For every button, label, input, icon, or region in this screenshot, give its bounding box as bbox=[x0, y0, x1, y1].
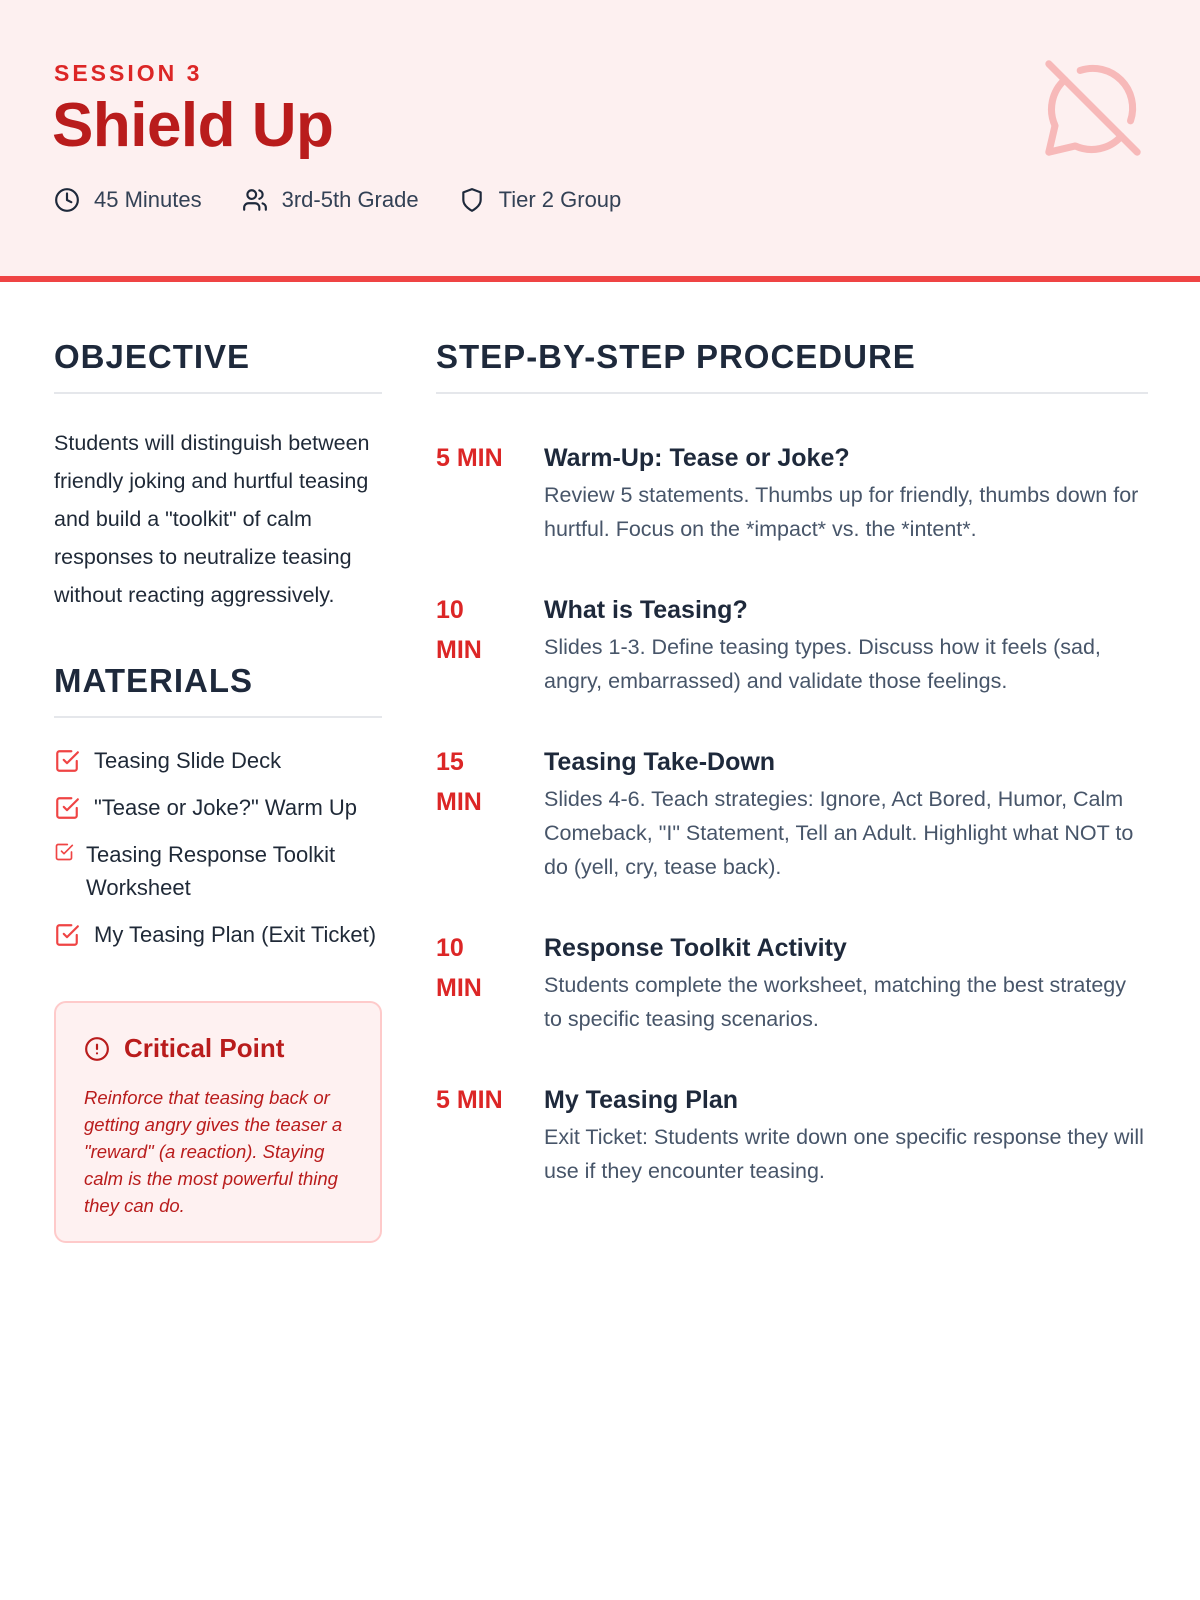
users-icon bbox=[242, 187, 268, 213]
list-item bbox=[54, 918, 382, 951]
procedure-step bbox=[436, 590, 1148, 698]
step-description: Slides 4-6. Teach strategies: Ignore, Act Bored, Humor, Calm Comeback, "I" Statement, Tell an Adult. Highlight what NOT to do (yell, cry, tease back). bbox=[544, 787, 1134, 879]
critical-point-heading bbox=[84, 1033, 354, 1064]
step-title: Teasing Take-Down bbox=[544, 748, 776, 776]
material-label: Teasing Slide Deck bbox=[94, 748, 282, 773]
step-description: Review 5 statements. Thumbs up for friendly, thumbs down for hurtful. Focus on the *impact* vs. the *intent*. bbox=[544, 483, 1139, 541]
step-duration: 10 MIN bbox=[436, 934, 482, 1002]
materials-heading: MATERIALS bbox=[54, 662, 382, 718]
list-item bbox=[54, 744, 382, 777]
shield-icon bbox=[459, 187, 485, 213]
message-off-icon bbox=[1040, 55, 1146, 161]
step-duration: 5 MIN bbox=[436, 444, 503, 472]
procedure-steps bbox=[436, 438, 1148, 1188]
material-label: "Tease or Joke?" Warm Up bbox=[94, 795, 358, 820]
procedure-section bbox=[436, 338, 1148, 1188]
material-label: My Teasing Plan (Exit Ticket) bbox=[94, 922, 377, 947]
step-body bbox=[544, 438, 1148, 546]
step-title: What is Teasing? bbox=[544, 596, 748, 624]
meta-tier bbox=[459, 187, 622, 213]
procedure-heading: STEP-BY-STEP PROCEDURE bbox=[436, 338, 1148, 394]
material-label: Teasing Response Toolkit Worksheet bbox=[86, 842, 336, 900]
critical-point-text: Reinforce that teasing back or getting angry gives the teaser a "reward" (a reaction). Staying calm is the most powerful thing they can do. bbox=[84, 1087, 343, 1216]
session-label: SESSION 3 bbox=[54, 60, 203, 86]
meta-grade-label: 3rd-5th Grade bbox=[281, 187, 419, 212]
list-item bbox=[54, 838, 382, 904]
step-title: Response Toolkit Activity bbox=[544, 934, 847, 962]
clock-icon bbox=[54, 187, 80, 213]
critical-point-title: Critical Point bbox=[124, 1033, 285, 1063]
checkbox-checked-icon bbox=[54, 922, 80, 948]
meta-grade bbox=[242, 187, 419, 213]
list-item bbox=[54, 791, 382, 824]
step-duration: 10 MIN bbox=[436, 596, 482, 664]
step-body bbox=[544, 590, 1148, 698]
step-body bbox=[544, 1080, 1148, 1188]
step-title: My Teasing Plan bbox=[544, 1086, 739, 1114]
checkbox-checked-icon bbox=[54, 795, 80, 821]
step-body bbox=[544, 742, 1148, 884]
meta-tier-label: Tier 2 Group bbox=[498, 187, 622, 212]
procedure-step bbox=[436, 742, 1148, 884]
step-description: Exit Ticket: Students write down one specific response they will use if they encounter teasing. bbox=[544, 1125, 1144, 1183]
checkbox-checked-icon bbox=[54, 748, 80, 774]
objective-text: Students will distinguish between friendly joking and hurtful teasing and build a "toolkit" of calm responses to neutralize teasing without reacting aggressively. bbox=[54, 431, 370, 607]
critical-point-callout bbox=[54, 1001, 382, 1243]
procedure-step bbox=[436, 1080, 1148, 1188]
alert-circle-icon bbox=[84, 1036, 110, 1062]
step-title: Warm-Up: Tease or Joke? bbox=[544, 444, 850, 472]
step-description: Slides 1-3. Define teasing types. Discuss how it feels (sad, angry, embarrassed) and validate those feelings. bbox=[544, 635, 1101, 693]
objective-heading: OBJECTIVE bbox=[54, 338, 382, 394]
session-meta bbox=[54, 187, 661, 213]
procedure-step bbox=[436, 438, 1148, 546]
meta-duration-label: 45 Minutes bbox=[94, 187, 202, 212]
session-header bbox=[0, 0, 1200, 282]
materials-list bbox=[54, 744, 382, 951]
procedure-step bbox=[436, 928, 1148, 1036]
left-column bbox=[54, 338, 382, 1243]
step-duration: 5 MIN bbox=[436, 1086, 503, 1114]
step-description: Students complete the worksheet, matching the best strategy to specific teasing scenarios. bbox=[544, 973, 1127, 1031]
meta-duration bbox=[54, 187, 202, 213]
step-duration: 15 MIN bbox=[436, 748, 482, 816]
page-title: Shield Up bbox=[52, 91, 334, 160]
step-body bbox=[544, 928, 1148, 1036]
checkbox-checked-icon bbox=[54, 842, 74, 862]
